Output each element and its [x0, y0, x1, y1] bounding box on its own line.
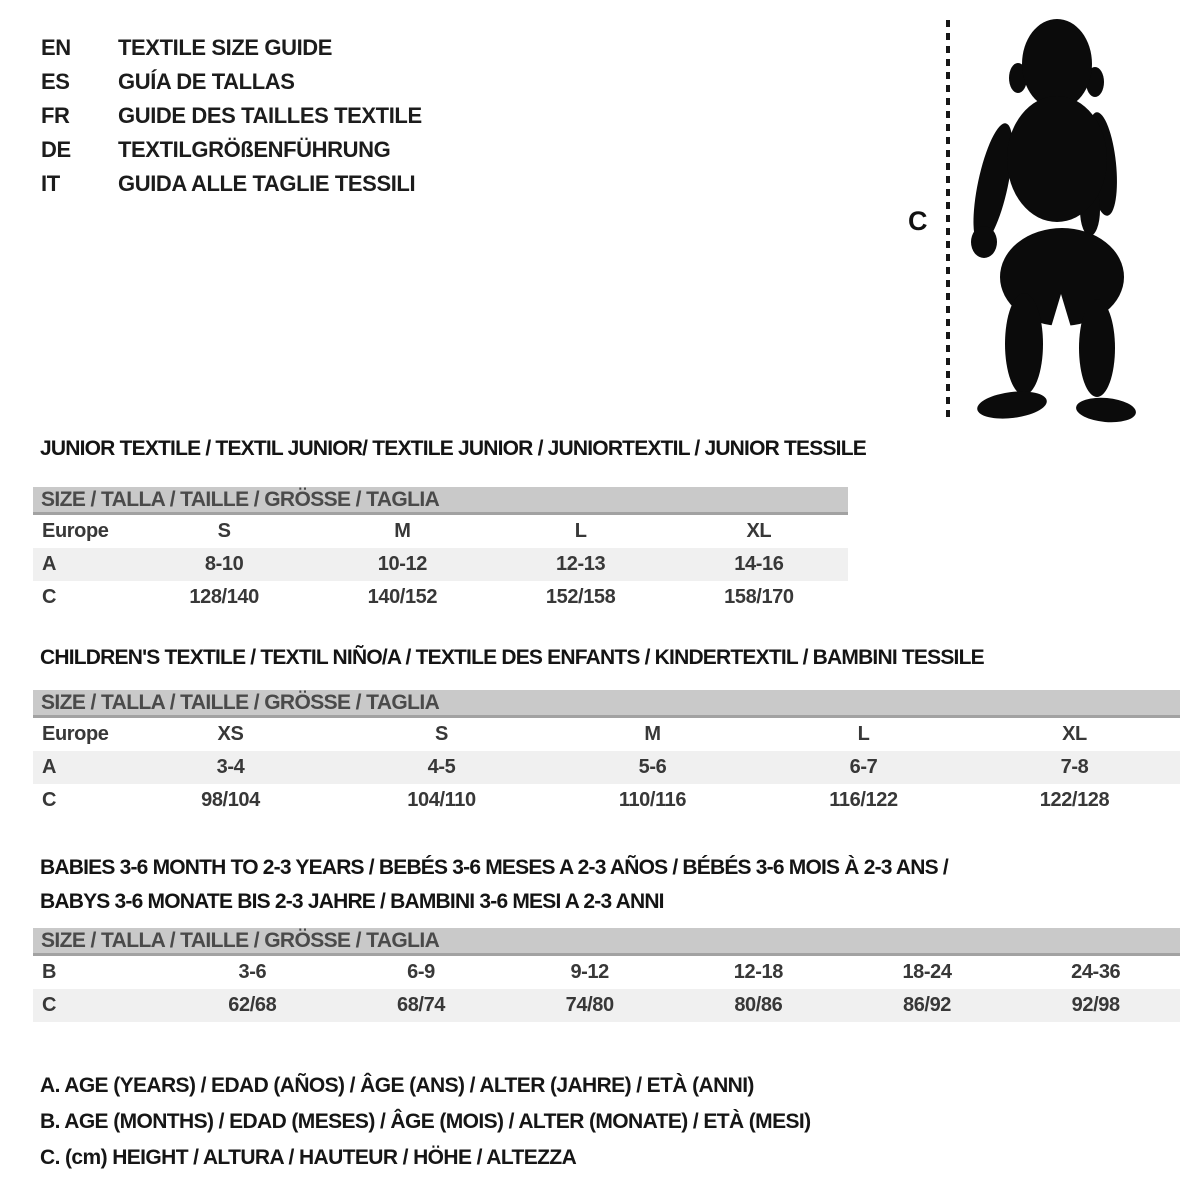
table-cell: 14-16: [734, 553, 784, 575]
language-label: GUÍA DE TALLAS: [118, 69, 295, 94]
table-cell: S: [435, 723, 448, 745]
language-label: GUIDE DES TAILLES TEXTILE: [118, 103, 422, 128]
size-header-bar: SIZE / TALLA / TAILLE / GRÖSSE / TAGLIA: [33, 928, 1180, 956]
table-cell: 12-13: [556, 553, 606, 575]
table-cell: 9-12: [570, 961, 609, 983]
table-row: [33, 784, 1180, 817]
table-cell: 116/122: [829, 789, 898, 811]
section-title-babies: [40, 851, 948, 919]
table-cell: 3-6: [238, 961, 267, 983]
table-cell: XL: [1062, 723, 1087, 745]
table-cell: M: [644, 723, 661, 745]
language-list: [41, 31, 422, 201]
table-row: [33, 548, 848, 581]
language-row: [41, 65, 422, 99]
section-title-children: CHILDREN'S TEXTILE / TEXTIL NIÑO/A / TEXTILE DES ENFANTS / KINDERTEXTIL / BAMBINI TESSILE: [40, 646, 984, 669]
language-row: [41, 31, 422, 65]
table-cell: 7-8: [1060, 756, 1089, 778]
legend: [40, 1068, 811, 1176]
table-cell: 6-7: [849, 756, 878, 778]
language-label: GUIDA ALLE TAGLIE TESSILI: [118, 171, 416, 196]
table-cell: 74/80: [565, 994, 614, 1016]
table-cell: 92/98: [1071, 994, 1120, 1016]
legend-line-b: B. AGE (MONTHS) / EDAD (MESES) / ÂGE (MOIS) / ALTER (MONATE) / ETÀ (MESI): [40, 1110, 811, 1133]
row-label: A: [42, 756, 57, 778]
table-cell: 10-12: [377, 553, 427, 575]
row-label: Europe: [42, 520, 109, 542]
table-cell: 104/110: [407, 789, 476, 811]
size-table-children: [33, 690, 1180, 817]
language-code: EN: [41, 35, 71, 60]
row-label: B: [42, 961, 57, 983]
table-cell: 152/158: [545, 586, 616, 608]
table-cell: 98/104: [201, 789, 260, 811]
legend-line-a: A. AGE (YEARS) / EDAD (AÑOS) / ÂGE (ANS) / ALTER (JAHRE) / ETÀ (ANNI): [40, 1074, 754, 1097]
size-header-bar: SIZE / TALLA / TAILLE / GRÖSSE / TAGLIA: [33, 690, 1180, 718]
table-row: [33, 718, 1180, 751]
table-cell: 86/92: [902, 994, 952, 1016]
table-row: [33, 751, 1180, 784]
table-cell: 68/74: [396, 994, 446, 1016]
table-row: [33, 989, 1180, 1022]
table-cell: 4-5: [427, 756, 456, 778]
table-cell: 80/86: [734, 994, 783, 1016]
table-cell: S: [217, 520, 231, 542]
table-cell: L: [574, 520, 587, 542]
table-cell: 12-18: [733, 961, 783, 983]
size-table-junior: [33, 487, 848, 614]
table-row: [33, 515, 848, 548]
row-label: A: [42, 553, 57, 575]
language-label: TEXTILGRÖßENFÜHRUNG: [118, 137, 391, 162]
section-title-line: BABIES 3-6 MONTH TO 2-3 YEARS / BEBÉS 3-6 MESES A 2-3 AÑOS / BÉBÉS 3-6 MOIS À 2-3 ANS /: [40, 856, 948, 879]
size-header-bar: SIZE / TALLA / TAILLE / GRÖSSE / TAGLIA: [33, 487, 848, 515]
table-cell: 6-9: [407, 961, 435, 983]
section-title-line: BABYS 3-6 MONATE BIS 2-3 JAHRE / BAMBINI 3-6 MESI A 2-3 ANNI: [40, 890, 664, 913]
language-label: TEXTILE SIZE GUIDE: [118, 35, 333, 60]
size-table-babies: [33, 928, 1180, 1022]
table-cell: 8-10: [204, 553, 244, 575]
table-cell: 18-24: [902, 961, 952, 983]
table-cell: 140/152: [367, 586, 438, 608]
language-row: [41, 167, 422, 201]
language-code: DE: [41, 137, 71, 162]
table-cell: 24-36: [1071, 961, 1121, 983]
language-code: ES: [41, 69, 70, 94]
table-cell: 122/128: [1039, 789, 1110, 811]
language-code: FR: [41, 103, 70, 128]
height-measure-dashed-line: [946, 20, 950, 418]
table-cell: 62/68: [228, 994, 277, 1016]
table-row: [33, 581, 848, 614]
table-cell: 158/170: [724, 586, 794, 608]
row-label: C: [42, 994, 57, 1016]
table-cell: 110/116: [618, 789, 687, 811]
height-measure-label: C: [908, 206, 928, 236]
table-row: [33, 956, 1180, 989]
section-title-junior: JUNIOR TEXTILE / TEXTIL JUNIOR/ TEXTILE JUNIOR / JUNIORTEXTIL / JUNIOR TESSILE: [40, 437, 866, 460]
table-cell: XL: [746, 520, 772, 542]
table-cell: 3-4: [216, 756, 245, 778]
row-label: C: [42, 789, 57, 811]
table-cell: L: [857, 723, 870, 745]
language-row: [41, 99, 422, 133]
legend-line-c: C. (cm) HEIGHT / ALTURA / HAUTEUR / HÖHE / ALTEZZA: [40, 1146, 577, 1169]
toddler-silhouette-icon: [962, 14, 1140, 424]
language-code: IT: [41, 171, 60, 196]
table-cell: 5-6: [638, 756, 667, 778]
row-label: Europe: [42, 723, 109, 745]
table-cell: 128/140: [189, 586, 259, 608]
language-row: [41, 133, 422, 167]
table-cell: M: [394, 520, 411, 542]
table-cell: XS: [217, 723, 244, 745]
row-label: C: [42, 586, 57, 608]
